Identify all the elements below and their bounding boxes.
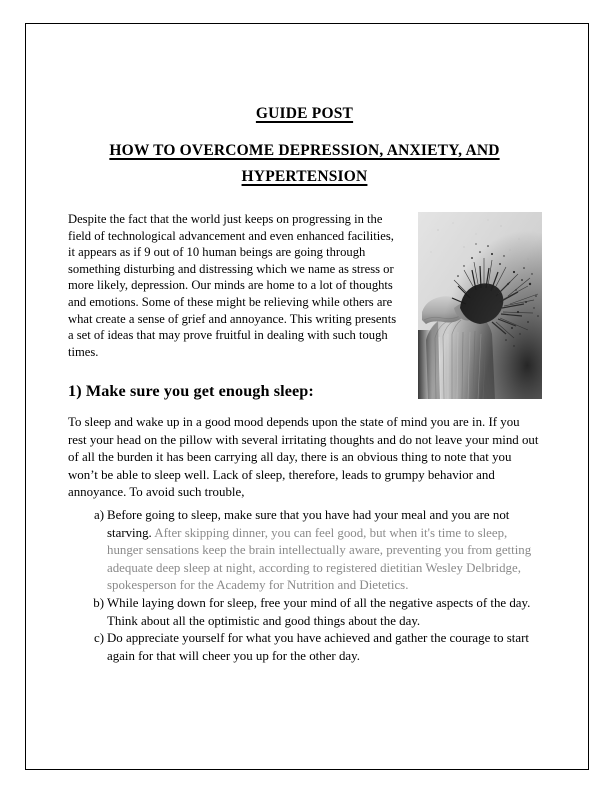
section-heading-1: 1) Make sure you get enough sleep: (68, 382, 314, 400)
section-body-paragraph: To sleep and wake up in a good mood depends upon the state of mind you are in. If you rest your head on the pillow with several irritating thoughts and do not leave your mind out of all the burden it has been carrying all day, there is an obvious thing to note that you won’t be able to sleep well. Lack of sleep, therefore, leads to grumpy behavior and annoyance. To avoid such trouble, (68, 415, 539, 500)
list-item (68, 630, 541, 665)
tips-list (68, 507, 541, 665)
list-item-marker: b) (93, 595, 104, 610)
list-item-secondary-text: After skipping dinner, you can feel good, but when it's time to sleep, hunger sensations keep the brain intellectually aware, preventing you from getting adequate deep sleep at night, according to registered dietitian Wesley Delbridge, spokesperson for the Academy for Nutrition and Dietetics. (107, 525, 532, 593)
list-item-marker: a) (93, 508, 104, 522)
document-subtitle-line-1: HOW TO OVERCOME DEPRESSION, ANXIETY, AND (109, 142, 500, 159)
list-item-primary-text: Before going to sleep, make sure that you have had your meal and you are not starving. (107, 508, 510, 540)
list-item (68, 595, 541, 630)
document-title-text: GUIDE POST (255, 105, 354, 122)
intro-paragraph: Despite the fact that the world just keeps on progressing in the field of technological advancement and even enhanced facilities, it appears as if 9 out of 10 human beings are going through something disturbing and distressing which we name as stress or more likely, depression. Our minds are home to a lot of thoughts and emotions. Some of these might be relieving while others are what create a sense of grief and annoyance. This writing presents a set of ideas that may prove fruitful in dealing with such tough times. (68, 212, 397, 359)
document-subtitle-line-2: HYPERTENSION (241, 168, 368, 185)
photo-graphic (418, 212, 542, 399)
document-subtitle (68, 138, 541, 190)
depression-illustration-photo (418, 212, 542, 399)
page-content (68, 23, 541, 770)
document-title (68, 101, 541, 126)
list-item-marker: c) (93, 631, 104, 646)
list-item-primary-text: While laying down for sleep, free your mind of all the negative aspects of the day. Think about all the optimistic and good things about the day. (107, 595, 531, 628)
list-item-primary-text: Do appreciate yourself for what you have achieved and gather the courage to start again for that will cheer you up for the other day. (107, 631, 529, 663)
list-item (68, 507, 541, 595)
